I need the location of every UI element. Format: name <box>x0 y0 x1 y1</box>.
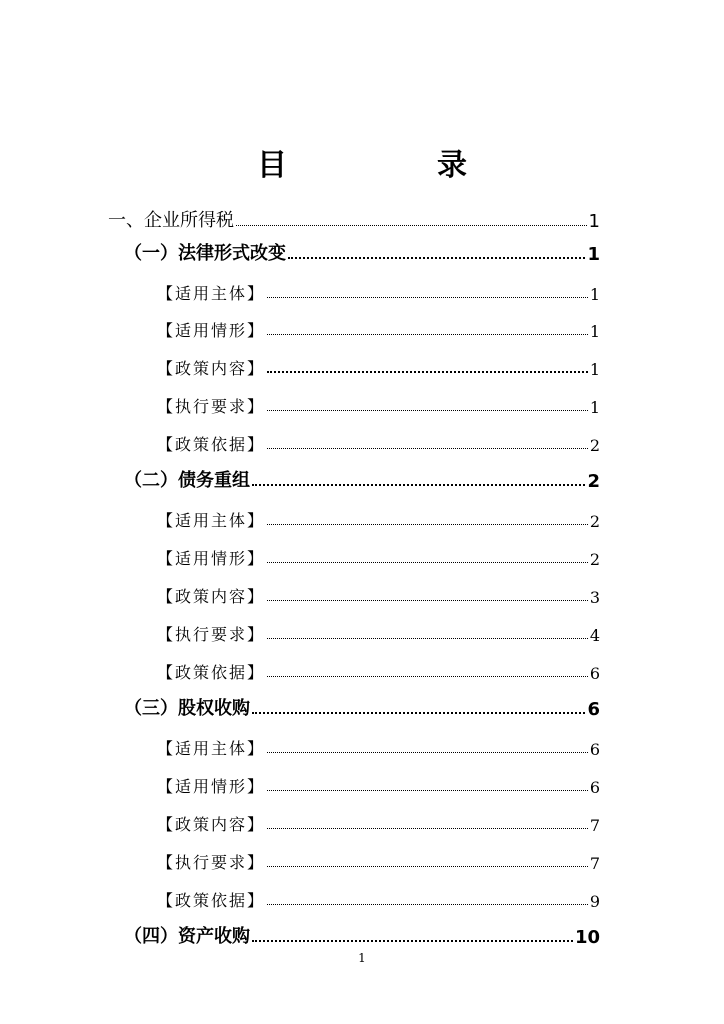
toc-entry-subsection-1[interactable] <box>124 239 600 265</box>
toc-entry-label: （二）债务重组 <box>124 470 250 491</box>
dot-leader <box>267 752 588 753</box>
toc-entry-label: 【执行要求】 <box>157 853 266 872</box>
toc-entry-label: 一、企业所得税 <box>108 210 234 231</box>
toc-entry-section-1[interactable] <box>108 206 600 232</box>
toc-entry-label: 【适用情形】 <box>157 777 266 796</box>
dot-leader <box>267 448 588 449</box>
toc-entry-page: 1 <box>587 244 600 265</box>
dot-leader <box>252 484 585 486</box>
toc-entry-page: 6 <box>587 699 600 720</box>
toc-entry-item[interactable] <box>157 809 600 835</box>
toc-entry-item[interactable] <box>157 391 600 417</box>
dot-leader <box>267 866 588 867</box>
toc-entry-page: 1 <box>588 211 600 232</box>
dot-leader <box>267 904 588 905</box>
toc-entry-page: 2 <box>589 436 600 455</box>
toc-entry-label: 【适用情形】 <box>157 321 266 340</box>
toc-entry-item[interactable] <box>157 771 600 797</box>
toc-entry-label: 【政策内容】 <box>157 359 266 378</box>
dot-leader <box>267 600 588 601</box>
dot-leader <box>236 225 587 226</box>
dot-leader <box>267 297 588 298</box>
toc-entry-item[interactable] <box>157 657 600 683</box>
dot-leader <box>267 371 588 373</box>
toc-entry-item[interactable] <box>157 847 600 873</box>
toc-entry-page: 2 <box>587 471 600 492</box>
toc-entry-label: 【政策依据】 <box>157 891 266 910</box>
toc-entry-label: 【政策依据】 <box>157 663 266 682</box>
toc-entry-label: 【适用主体】 <box>157 511 266 530</box>
toc-entry-page: 2 <box>589 550 600 569</box>
toc-entry-page: 6 <box>589 778 600 797</box>
toc-entry-page: 6 <box>589 664 600 683</box>
toc-entry-page: 3 <box>589 588 600 607</box>
dot-leader <box>267 790 588 791</box>
dot-leader <box>252 940 573 942</box>
toc-entry-page: 1 <box>589 398 600 417</box>
toc-entry-label: 【执行要求】 <box>157 397 266 416</box>
toc-entry-page: 9 <box>589 892 600 911</box>
toc-entry-label: 【执行要求】 <box>157 625 266 644</box>
dot-leader <box>267 562 588 563</box>
toc-entry-page: 7 <box>589 816 600 835</box>
toc-entry-subsection-2[interactable] <box>124 466 600 492</box>
toc-entry-item[interactable] <box>157 885 600 911</box>
toc-entry-item[interactable] <box>157 505 600 531</box>
toc-entry-label: 【政策依据】 <box>157 435 266 454</box>
toc-entry-page: 1 <box>589 285 600 304</box>
toc-entry-label: 【政策内容】 <box>157 587 266 606</box>
dot-leader <box>252 712 585 714</box>
toc-entry-item[interactable] <box>157 619 600 645</box>
toc-entry-item[interactable] <box>157 429 600 455</box>
toc-entry-label: 【适用情形】 <box>157 549 266 568</box>
toc-entry-item[interactable] <box>157 278 600 304</box>
toc-entry-item[interactable] <box>157 315 600 341</box>
toc-entry-label: （一）法律形式改变 <box>124 243 286 264</box>
page-title: 目 录 <box>257 148 527 183</box>
dot-leader <box>267 638 588 639</box>
toc-entry-page: 6 <box>589 740 600 759</box>
dot-leader <box>288 257 585 259</box>
toc-entry-label: 【适用主体】 <box>157 284 266 303</box>
toc-entry-page: 4 <box>589 626 600 645</box>
toc-entry-item[interactable] <box>157 353 600 379</box>
toc-entry-label: 【适用主体】 <box>157 739 266 758</box>
toc-entry-item[interactable] <box>157 581 600 607</box>
dot-leader <box>267 334 588 335</box>
toc-entry-page: 10 <box>574 927 600 948</box>
dot-leader <box>267 410 588 411</box>
toc-entry-page: 2 <box>589 512 600 531</box>
toc-entry-page: 1 <box>589 322 600 341</box>
toc-entry-subsection-3[interactable] <box>124 694 600 720</box>
toc-entry-page: 7 <box>589 854 600 873</box>
page-number: 1 <box>358 951 366 965</box>
toc-entry-label: （三）股权收购 <box>124 698 250 719</box>
toc-entry-subsection-4[interactable] <box>124 922 600 948</box>
toc-entry-page: 1 <box>589 360 600 379</box>
toc-entry-label: （四）资产收购 <box>124 926 250 947</box>
dot-leader <box>267 524 588 525</box>
toc-entry-label: 【政策内容】 <box>157 815 266 834</box>
toc-entry-item[interactable] <box>157 543 600 569</box>
toc-entry-item[interactable] <box>157 733 600 759</box>
dot-leader <box>267 828 588 829</box>
dot-leader <box>267 676 588 677</box>
